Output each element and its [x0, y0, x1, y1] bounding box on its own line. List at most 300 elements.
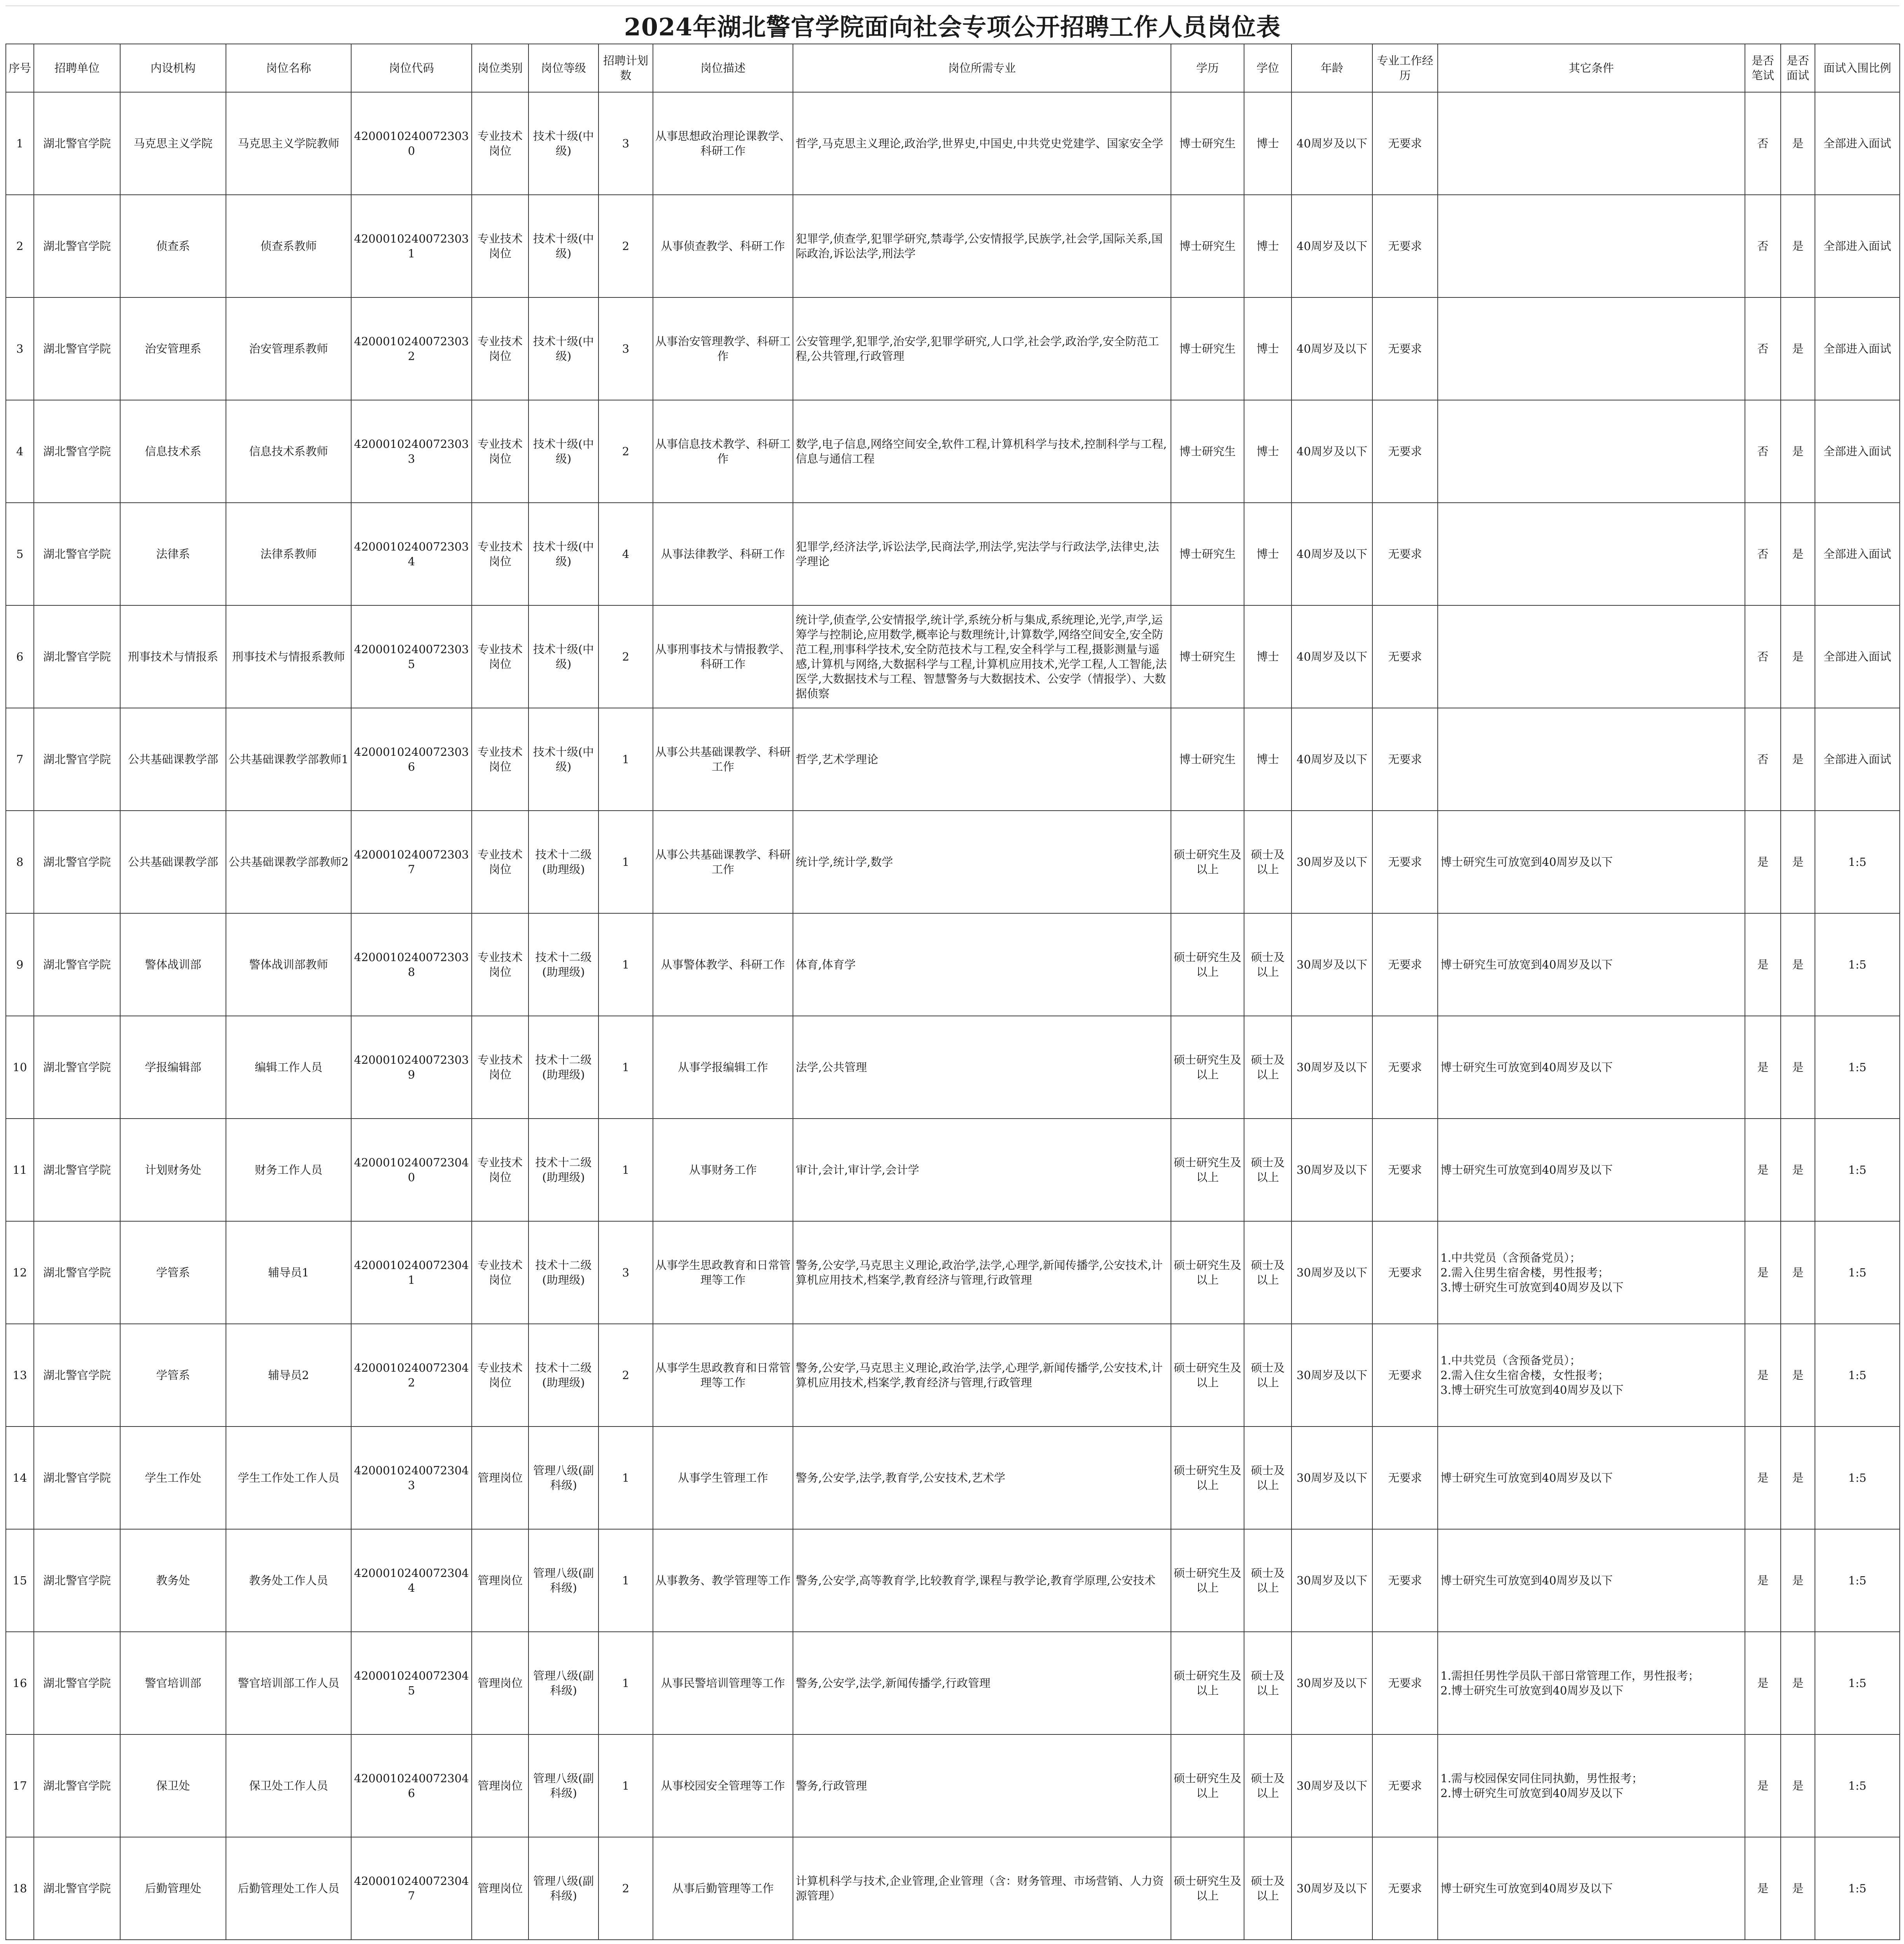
- other-conditions-cell: [1438, 503, 1745, 605]
- age-cell: 30周岁及以下: [1292, 1529, 1372, 1632]
- major-cell: 警务,行政管理: [793, 1734, 1171, 1837]
- interview-ratio-cell: 1:5: [1815, 1734, 1900, 1837]
- plan-count-cell: 2: [598, 195, 653, 297]
- plan-count-cell: 1: [598, 1016, 653, 1119]
- seq-cell: 14: [6, 1427, 34, 1529]
- post-code-cell: 42000102400723045: [351, 1632, 472, 1734]
- interview-ratio-cell: 1:5: [1815, 1221, 1900, 1324]
- written-exam-cell: 否: [1745, 708, 1781, 811]
- degree-cell: 博士: [1244, 708, 1292, 811]
- dept-cell: 信息技术系: [120, 400, 226, 503]
- other-conditions-cell: [1438, 708, 1745, 811]
- degree-cell: 硕士及以上: [1244, 1427, 1292, 1529]
- category-cell: 专业技术岗位: [472, 503, 528, 605]
- post-name-cell: 编辑工作人员: [226, 1016, 351, 1119]
- written-exam-cell: 否: [1745, 92, 1781, 195]
- experience-cell: 无要求: [1372, 811, 1438, 913]
- grade-cell: 技术十二级(助理级): [528, 1221, 598, 1324]
- seq-cell: 16: [6, 1632, 34, 1734]
- experience-cell: 无要求: [1372, 92, 1438, 195]
- grade-cell: 技术十二级(助理级): [528, 811, 598, 913]
- age-cell: 30周岁及以下: [1292, 1016, 1372, 1119]
- major-cell: 体育,体育学: [793, 913, 1171, 1016]
- major-cell: 哲学,马克思主义理论,政治学,世界史,中国史,中共党史党建学、国家安全学: [793, 92, 1171, 195]
- category-cell: 管理岗位: [472, 1837, 528, 1940]
- unit-cell: 湖北警官学院: [34, 297, 120, 400]
- seq-cell: 3: [6, 297, 34, 400]
- plan-count-cell: 3: [598, 92, 653, 195]
- category-cell: 专业技术岗位: [472, 811, 528, 913]
- age-cell: 40周岁及以下: [1292, 195, 1372, 297]
- grade-cell: 管理八级(副科级): [528, 1734, 598, 1837]
- experience-cell: 无要求: [1372, 297, 1438, 400]
- grade-cell: 技术十级(中级): [528, 503, 598, 605]
- category-cell: 专业技术岗位: [472, 913, 528, 1016]
- post-code-cell: 42000102400723037: [351, 811, 472, 913]
- age-cell: 30周岁及以下: [1292, 811, 1372, 913]
- plan-count-cell: 1: [598, 811, 653, 913]
- category-cell: 专业技术岗位: [472, 1016, 528, 1119]
- description-cell: 从事教务、教学管理等工作: [653, 1529, 793, 1632]
- interview-ratio-cell: 全部进入面试: [1815, 605, 1900, 708]
- table-row: [6, 1837, 1900, 1940]
- written-exam-cell: 是: [1745, 1529, 1781, 1632]
- post-name-cell: 刑事技术与情报系教师: [226, 605, 351, 708]
- interview-cell: 是: [1781, 1324, 1815, 1427]
- header-row: [6, 44, 1900, 92]
- post-code-cell: 42000102400723035: [351, 605, 472, 708]
- education-cell: 硕士研究生及以上: [1171, 1529, 1244, 1632]
- post-name-cell: 保卫处工作人员: [226, 1734, 351, 1837]
- major-cell: 警务,公安学,法学,教育学,公安技术,艺术学: [793, 1427, 1171, 1529]
- description-cell: 从事治安管理教学、科研工作: [653, 297, 793, 400]
- experience-cell: 无要求: [1372, 1632, 1438, 1734]
- grade-cell: 技术十级(中级): [528, 195, 598, 297]
- header-cell: 序号: [6, 44, 34, 92]
- major-cell: 数学,电子信息,网络空间安全,软件工程,计算机科学与技术,控制科学与工程,信息与通信工程: [793, 400, 1171, 503]
- plan-count-cell: 1: [598, 1734, 653, 1837]
- education-cell: 博士研究生: [1171, 195, 1244, 297]
- category-cell: 专业技术岗位: [472, 1324, 528, 1427]
- major-cell: 警务,公安学,马克思主义理论,政治学,法学,心理学,新闻传播学,公安技术,计算机应用技术,档案学,教育经济与管理,行政管理: [793, 1324, 1171, 1427]
- description-cell: 从事民警培训管理等工作: [653, 1632, 793, 1734]
- interview-cell: 是: [1781, 1221, 1815, 1324]
- degree-cell: 博士: [1244, 605, 1292, 708]
- dept-cell: 学生工作处: [120, 1427, 226, 1529]
- post-code-cell: 42000102400723039: [351, 1016, 472, 1119]
- header-cell: 招聘计划数: [598, 44, 653, 92]
- post-code-cell: 42000102400723030: [351, 92, 472, 195]
- post-code-cell: 42000102400723034: [351, 503, 472, 605]
- dept-cell: 教务处: [120, 1529, 226, 1632]
- category-cell: 专业技术岗位: [472, 708, 528, 811]
- plan-count-cell: 4: [598, 503, 653, 605]
- unit-cell: 湖北警官学院: [34, 1529, 120, 1632]
- header-cell: 岗位名称: [226, 44, 351, 92]
- unit-cell: 湖北警官学院: [34, 708, 120, 811]
- unit-cell: 湖北警官学院: [34, 1016, 120, 1119]
- post-code-cell: 42000102400723040: [351, 1119, 472, 1221]
- description-cell: 从事学生思政教育和日常管理等工作: [653, 1221, 793, 1324]
- education-cell: 硕士研究生及以上: [1171, 1324, 1244, 1427]
- post-name-cell: 后勤管理处工作人员: [226, 1837, 351, 1940]
- interview-cell: 是: [1781, 503, 1815, 605]
- grade-cell: 技术十级(中级): [528, 92, 598, 195]
- table-row: [6, 1016, 1900, 1119]
- grade-cell: 技术十二级(助理级): [528, 1016, 598, 1119]
- description-cell: 从事法律教学、科研工作: [653, 503, 793, 605]
- dept-cell: 公共基础课教学部: [120, 708, 226, 811]
- dept-cell: 侦查系: [120, 195, 226, 297]
- other-conditions-cell: 博士研究生可放宽到40周岁及以下: [1438, 1837, 1745, 1940]
- grade-cell: 管理八级(副科级): [528, 1529, 598, 1632]
- category-cell: 专业技术岗位: [472, 1221, 528, 1324]
- sheet-title: 2024年湖北警官学院面向社会专项公开招聘工作人员岗位表: [624, 12, 1281, 41]
- post-name-cell: 马克思主义学院教师: [226, 92, 351, 195]
- age-cell: 30周岁及以下: [1292, 1734, 1372, 1837]
- other-conditions-cell: [1438, 400, 1745, 503]
- other-conditions-cell: 博士研究生可放宽到40周岁及以下: [1438, 1119, 1745, 1221]
- title-row: [5, 5, 1899, 44]
- interview-ratio-cell: 1:5: [1815, 1119, 1900, 1221]
- header-cell: 年龄: [1292, 44, 1372, 92]
- seq-cell: 4: [6, 400, 34, 503]
- header-cell: 岗位等级: [528, 44, 598, 92]
- seq-cell: 18: [6, 1837, 34, 1940]
- other-conditions-cell: 1.中共党员（含预备党员）； 2.需入住女生宿舍楼，女性报考； 3.博士研究生可放宽到40周岁及以下: [1438, 1324, 1745, 1427]
- post-code-cell: 42000102400723043: [351, 1427, 472, 1529]
- description-cell: 从事公共基础课教学、科研工作: [653, 708, 793, 811]
- post-name-cell: 公共基础课教学部教师2: [226, 811, 351, 913]
- interview-ratio-cell: 1:5: [1815, 1427, 1900, 1529]
- interview-cell: 是: [1781, 1016, 1815, 1119]
- dept-cell: 警体战训部: [120, 913, 226, 1016]
- major-cell: 公安管理学,犯罪学,治安学,犯罪学研究,人口学,社会学,政治学,安全防范工程,公共管理,行政管理: [793, 297, 1171, 400]
- interview-cell: 是: [1781, 1119, 1815, 1221]
- unit-cell: 湖北警官学院: [34, 811, 120, 913]
- interview-cell: 是: [1781, 1734, 1815, 1837]
- category-cell: 管理岗位: [472, 1529, 528, 1632]
- post-name-cell: 警体战训部教师: [226, 913, 351, 1016]
- grade-cell: 技术十二级(助理级): [528, 1119, 598, 1221]
- grade-cell: 技术十二级(助理级): [528, 913, 598, 1016]
- unit-cell: 湖北警官学院: [34, 605, 120, 708]
- post-code-cell: 42000102400723041: [351, 1221, 472, 1324]
- post-name-cell: 辅导员2: [226, 1324, 351, 1427]
- written-exam-cell: 是: [1745, 913, 1781, 1016]
- experience-cell: 无要求: [1372, 503, 1438, 605]
- age-cell: 40周岁及以下: [1292, 503, 1372, 605]
- table-row: [6, 1324, 1900, 1427]
- major-cell: 警务,公安学,马克思主义理论,政治学,法学,心理学,新闻传播学,公安技术,计算机应用技术,档案学,教育经济与管理,行政管理: [793, 1221, 1171, 1324]
- written-exam-cell: 是: [1745, 811, 1781, 913]
- grade-cell: 技术十级(中级): [528, 708, 598, 811]
- header-cell: 是否面试: [1781, 44, 1815, 92]
- unit-cell: 湖北警官学院: [34, 195, 120, 297]
- major-cell: 犯罪学,侦查学,犯罪学研究,禁毒学,公安情报学,民族学,社会学,国际关系,国际政治,诉讼法学,刑法学: [793, 195, 1171, 297]
- table-row: [6, 195, 1900, 297]
- dept-cell: 公共基础课教学部: [120, 811, 226, 913]
- table-row: [6, 1119, 1900, 1221]
- table-body: [6, 92, 1900, 1940]
- seq-cell: 15: [6, 1529, 34, 1632]
- plan-count-cell: 2: [598, 605, 653, 708]
- table-row: [6, 503, 1900, 605]
- table-row: [6, 1529, 1900, 1632]
- major-cell: 统计学,统计学,数学: [793, 811, 1171, 913]
- positions-table: [5, 44, 1900, 1940]
- age-cell: 40周岁及以下: [1292, 92, 1372, 195]
- header-cell: 岗位代码: [351, 44, 472, 92]
- table-row: [6, 400, 1900, 503]
- major-cell: 审计,会计,审计学,会计学: [793, 1119, 1171, 1221]
- post-name-cell: 教务处工作人员: [226, 1529, 351, 1632]
- table-row: [6, 1632, 1900, 1734]
- grade-cell: 技术十二级(助理级): [528, 1324, 598, 1427]
- post-name-cell: 财务工作人员: [226, 1119, 351, 1221]
- degree-cell: 硕士及以上: [1244, 1734, 1292, 1837]
- experience-cell: 无要求: [1372, 400, 1438, 503]
- experience-cell: 无要求: [1372, 708, 1438, 811]
- age-cell: 30周岁及以下: [1292, 1837, 1372, 1940]
- degree-cell: 博士: [1244, 400, 1292, 503]
- degree-cell: 博士: [1244, 297, 1292, 400]
- post-code-cell: 42000102400723047: [351, 1837, 472, 1940]
- description-cell: 从事学生思政教育和日常管理等工作: [653, 1324, 793, 1427]
- written-exam-cell: 是: [1745, 1119, 1781, 1221]
- unit-cell: 湖北警官学院: [34, 1221, 120, 1324]
- interview-ratio-cell: 全部进入面试: [1815, 708, 1900, 811]
- other-conditions-cell: [1438, 92, 1745, 195]
- post-code-cell: 42000102400723033: [351, 400, 472, 503]
- unit-cell: 湖北警官学院: [34, 92, 120, 195]
- category-cell: 管理岗位: [472, 1734, 528, 1837]
- description-cell: 从事学生管理工作: [653, 1427, 793, 1529]
- interview-cell: 是: [1781, 400, 1815, 503]
- table-row: [6, 708, 1900, 811]
- header-cell: 岗位描述: [653, 44, 793, 92]
- experience-cell: 无要求: [1372, 1324, 1438, 1427]
- degree-cell: 博士: [1244, 503, 1292, 605]
- education-cell: 硕士研究生及以上: [1171, 1016, 1244, 1119]
- interview-ratio-cell: 全部进入面试: [1815, 92, 1900, 195]
- age-cell: 30周岁及以下: [1292, 1427, 1372, 1529]
- category-cell: 专业技术岗位: [472, 92, 528, 195]
- post-code-cell: 42000102400723042: [351, 1324, 472, 1427]
- post-name-cell: 学生工作处工作人员: [226, 1427, 351, 1529]
- age-cell: 40周岁及以下: [1292, 297, 1372, 400]
- post-code-cell: 42000102400723038: [351, 913, 472, 1016]
- table-row: [6, 605, 1900, 708]
- grade-cell: 管理八级(副科级): [528, 1427, 598, 1529]
- seq-cell: 11: [6, 1119, 34, 1221]
- seq-cell: 7: [6, 708, 34, 811]
- header-cell: 岗位所需专业: [793, 44, 1171, 92]
- education-cell: 博士研究生: [1171, 297, 1244, 400]
- interview-ratio-cell: 全部进入面试: [1815, 297, 1900, 400]
- major-cell: 警务,公安学,法学,新闻传播学,行政管理: [793, 1632, 1171, 1734]
- other-conditions-cell: 博士研究生可放宽到40周岁及以下: [1438, 1427, 1745, 1529]
- unit-cell: 湖北警官学院: [34, 913, 120, 1016]
- unit-cell: 湖北警官学院: [34, 1119, 120, 1221]
- experience-cell: 无要求: [1372, 195, 1438, 297]
- seq-cell: 5: [6, 503, 34, 605]
- education-cell: 硕士研究生及以上: [1171, 1632, 1244, 1734]
- interview-ratio-cell: 全部进入面试: [1815, 503, 1900, 605]
- education-cell: 硕士研究生及以上: [1171, 1119, 1244, 1221]
- age-cell: 40周岁及以下: [1292, 400, 1372, 503]
- description-cell: 从事后勤管理等工作: [653, 1837, 793, 1940]
- dept-cell: 后勤管理处: [120, 1837, 226, 1940]
- other-conditions-cell: 博士研究生可放宽到40周岁及以下: [1438, 811, 1745, 913]
- written-exam-cell: 否: [1745, 297, 1781, 400]
- written-exam-cell: 是: [1745, 1427, 1781, 1529]
- category-cell: 专业技术岗位: [472, 605, 528, 708]
- unit-cell: 湖北警官学院: [34, 1632, 120, 1734]
- interview-cell: 是: [1781, 913, 1815, 1016]
- plan-count-cell: 1: [598, 1529, 653, 1632]
- post-code-cell: 42000102400723046: [351, 1734, 472, 1837]
- post-code-cell: 42000102400723044: [351, 1529, 472, 1632]
- header-cell: 内设机构: [120, 44, 226, 92]
- degree-cell: 硕士及以上: [1244, 913, 1292, 1016]
- post-code-cell: 42000102400723036: [351, 708, 472, 811]
- other-conditions-cell: 博士研究生可放宽到40周岁及以下: [1438, 1529, 1745, 1632]
- other-conditions-cell: 1.中共党员（含预备党员）； 2.需入住男生宿舍楼，男性报考； 3.博士研究生可放宽到40周岁及以下: [1438, 1221, 1745, 1324]
- age-cell: 30周岁及以下: [1292, 1632, 1372, 1734]
- seq-cell: 12: [6, 1221, 34, 1324]
- degree-cell: 硕士及以上: [1244, 1324, 1292, 1427]
- post-name-cell: 侦查系教师: [226, 195, 351, 297]
- dept-cell: 治安管理系: [120, 297, 226, 400]
- description-cell: 从事侦查教学、科研工作: [653, 195, 793, 297]
- table-row: [6, 811, 1900, 913]
- experience-cell: 无要求: [1372, 1837, 1438, 1940]
- written-exam-cell: 否: [1745, 195, 1781, 297]
- grade-cell: 技术十级(中级): [528, 400, 598, 503]
- plan-count-cell: 1: [598, 1632, 653, 1734]
- unit-cell: 湖北警官学院: [34, 400, 120, 503]
- major-cell: 法学,公共管理: [793, 1016, 1171, 1119]
- degree-cell: 硕士及以上: [1244, 1016, 1292, 1119]
- category-cell: 专业技术岗位: [472, 400, 528, 503]
- seq-cell: 6: [6, 605, 34, 708]
- plan-count-cell: 3: [598, 1221, 653, 1324]
- education-cell: 博士研究生: [1171, 503, 1244, 605]
- seq-cell: 1: [6, 92, 34, 195]
- plan-count-cell: 1: [598, 1119, 653, 1221]
- recruitment-sheet: [5, 5, 1899, 1940]
- other-conditions-cell: 博士研究生可放宽到40周岁及以下: [1438, 913, 1745, 1016]
- education-cell: 博士研究生: [1171, 92, 1244, 195]
- interview-cell: 是: [1781, 92, 1815, 195]
- education-cell: 硕士研究生及以上: [1171, 913, 1244, 1016]
- table-row: [6, 92, 1900, 195]
- education-cell: 硕士研究生及以上: [1171, 1221, 1244, 1324]
- header-cell: 其它条件: [1438, 44, 1745, 92]
- seq-cell: 13: [6, 1324, 34, 1427]
- seq-cell: 2: [6, 195, 34, 297]
- header-cell: 面试入围比例: [1815, 44, 1900, 92]
- plan-count-cell: 1: [598, 708, 653, 811]
- degree-cell: 硕士及以上: [1244, 1837, 1292, 1940]
- interview-cell: 是: [1781, 1632, 1815, 1734]
- major-cell: 犯罪学,经济法学,诉讼法学,民商法学,刑法学,宪法学与行政法学,法律史,法学理论: [793, 503, 1171, 605]
- degree-cell: 硕士及以上: [1244, 1529, 1292, 1632]
- table-row: [6, 1221, 1900, 1324]
- interview-ratio-cell: 1:5: [1815, 811, 1900, 913]
- interview-ratio-cell: 全部进入面试: [1815, 400, 1900, 503]
- experience-cell: 无要求: [1372, 1119, 1438, 1221]
- description-cell: 从事公共基础课教学、科研工作: [653, 811, 793, 913]
- description-cell: 从事思想政治理论课教学、科研工作: [653, 92, 793, 195]
- header-cell: 学历: [1171, 44, 1244, 92]
- dept-cell: 学管系: [120, 1221, 226, 1324]
- post-code-cell: 42000102400723032: [351, 297, 472, 400]
- post-name-cell: 法律系教师: [226, 503, 351, 605]
- education-cell: 硕士研究生及以上: [1171, 811, 1244, 913]
- other-conditions-cell: 1.需担任男性学员队干部日常管理工作，男性报考； 2.博士研究生可放宽到40周岁及以下: [1438, 1632, 1745, 1734]
- experience-cell: 无要求: [1372, 1427, 1438, 1529]
- dept-cell: 学管系: [120, 1324, 226, 1427]
- category-cell: 管理岗位: [472, 1632, 528, 1734]
- plan-count-cell: 1: [598, 1427, 653, 1529]
- category-cell: 管理岗位: [472, 1427, 528, 1529]
- interview-cell: 是: [1781, 708, 1815, 811]
- written-exam-cell: 否: [1745, 503, 1781, 605]
- plan-count-cell: 2: [598, 1837, 653, 1940]
- other-conditions-cell: [1438, 605, 1745, 708]
- degree-cell: 博士: [1244, 195, 1292, 297]
- degree-cell: 博士: [1244, 92, 1292, 195]
- education-cell: 博士研究生: [1171, 708, 1244, 811]
- plan-count-cell: 2: [598, 400, 653, 503]
- degree-cell: 硕士及以上: [1244, 811, 1292, 913]
- age-cell: 30周岁及以下: [1292, 1221, 1372, 1324]
- written-exam-cell: 是: [1745, 1837, 1781, 1940]
- dept-cell: 计划财务处: [120, 1119, 226, 1221]
- experience-cell: 无要求: [1372, 1221, 1438, 1324]
- header-cell: 专业工作经历: [1372, 44, 1438, 92]
- category-cell: 专业技术岗位: [472, 297, 528, 400]
- header-cell: 岗位类别: [472, 44, 528, 92]
- age-cell: 30周岁及以下: [1292, 1324, 1372, 1427]
- dept-cell: 法律系: [120, 503, 226, 605]
- interview-cell: 是: [1781, 1427, 1815, 1529]
- description-cell: 从事信息技术教学、科研工作: [653, 400, 793, 503]
- age-cell: 40周岁及以下: [1292, 605, 1372, 708]
- other-conditions-cell: [1438, 297, 1745, 400]
- other-conditions-cell: 1.需与校园保安同住同执勤，男性报考； 2.博士研究生可放宽到40周岁及以下: [1438, 1734, 1745, 1837]
- degree-cell: 硕士及以上: [1244, 1221, 1292, 1324]
- seq-cell: 17: [6, 1734, 34, 1837]
- post-name-cell: 辅导员1: [226, 1221, 351, 1324]
- dept-cell: 保卫处: [120, 1734, 226, 1837]
- description-cell: 从事学报编辑工作: [653, 1016, 793, 1119]
- interview-cell: 是: [1781, 605, 1815, 708]
- major-cell: 统计学,侦查学,公安情报学,统计学,系统分析与集成,系统理论,光学,声学,运筹学与控制论,应用数学,概率论与数理统计,计算数学,网络空间安全,安全防范工程,刑事科学技术,安全防范技术与工程,安全科学与工程,摄影测量与遥感,计算机与网络,大数据科学与工程,计算机应用技术,光学工程,人工智能,法医学,大数据技术与工程、智慧警务与大数据技术、公安学（情报学）、大数据侦察: [793, 605, 1171, 708]
- written-exam-cell: 是: [1745, 1016, 1781, 1119]
- seq-cell: 8: [6, 811, 34, 913]
- written-exam-cell: 否: [1745, 605, 1781, 708]
- seq-cell: 10: [6, 1016, 34, 1119]
- post-name-cell: 信息技术系教师: [226, 400, 351, 503]
- grade-cell: 管理八级(副科级): [528, 1632, 598, 1734]
- interview-ratio-cell: 1:5: [1815, 1632, 1900, 1734]
- interview-cell: 是: [1781, 195, 1815, 297]
- written-exam-cell: 否: [1745, 400, 1781, 503]
- header-cell: 学位: [1244, 44, 1292, 92]
